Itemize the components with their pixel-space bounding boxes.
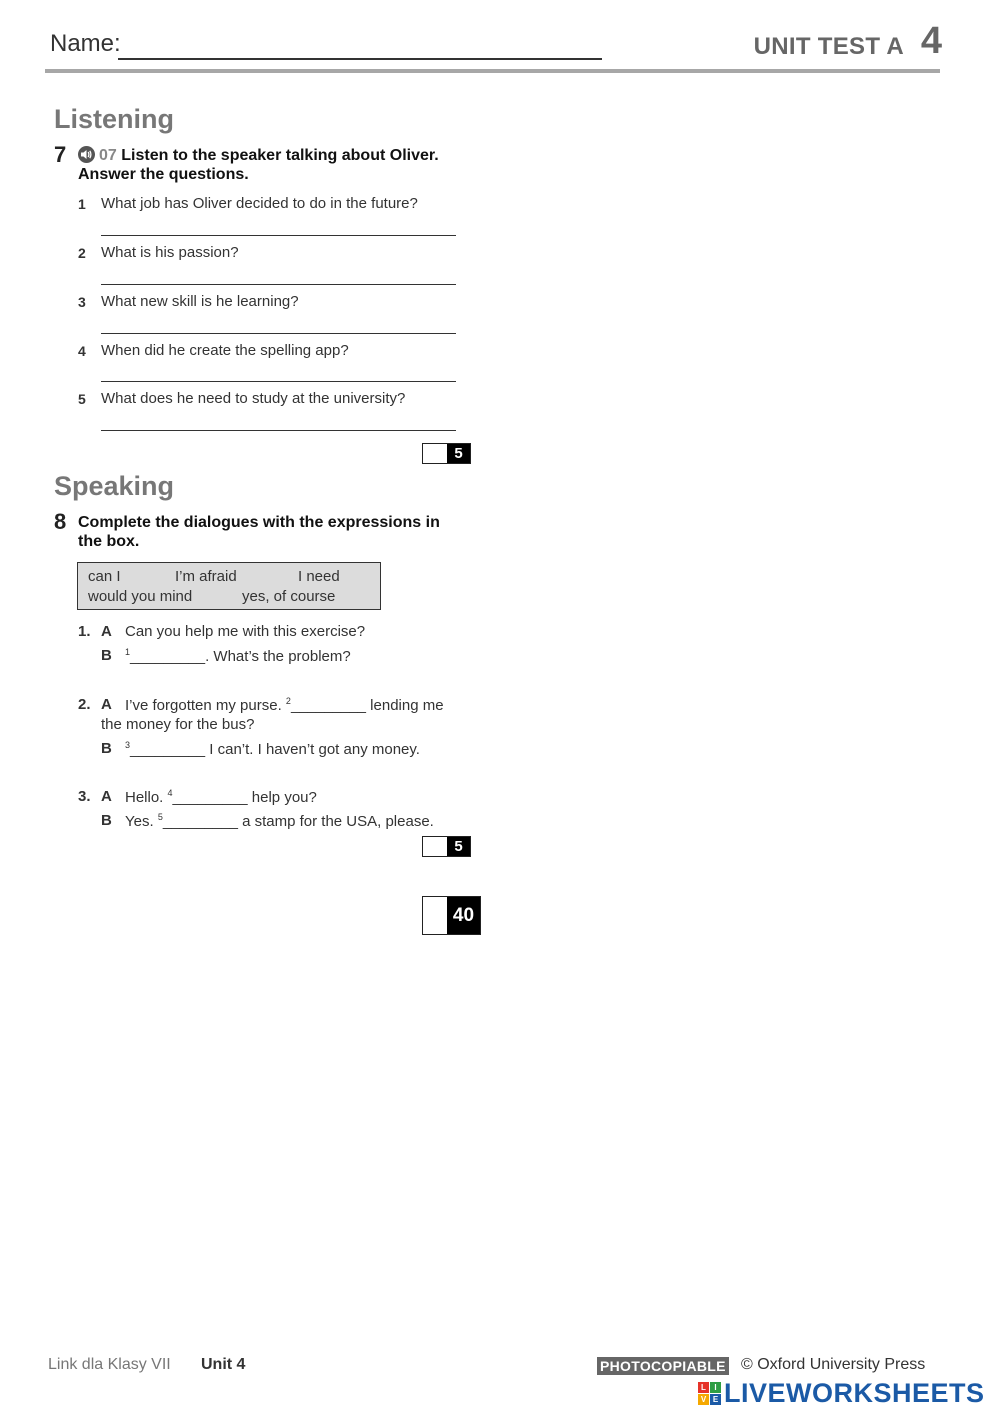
dialogue-2-b-line: [125, 740, 420, 758]
listening-score-input[interactable]: [423, 444, 447, 463]
question-4-number: 4: [78, 343, 86, 359]
question-3-text: What new skill is he learning?: [101, 293, 299, 310]
expression-item: can I: [88, 568, 121, 585]
listening-score-box: [422, 443, 471, 464]
dialogue-2-a-line: [125, 696, 444, 714]
dialogue-3-b-text: Yes.: [125, 813, 154, 830]
gap-number: 1: [125, 647, 131, 657]
speaking-score-box: [422, 836, 471, 857]
logo-letter: I: [710, 1382, 721, 1393]
header-divider: [45, 69, 940, 73]
dialogue-3-b-line: [125, 812, 434, 830]
gap-5-text[interactable]: _________ a stamp for the USA, please.: [162, 813, 434, 830]
gap-number: 3: [125, 740, 131, 750]
footer-unit: Unit 4: [201, 1356, 246, 1373]
question-1-text: What job has Oliver decided to do in the future?: [101, 195, 418, 212]
gap-4-text[interactable]: _________ help you?: [172, 789, 317, 806]
name-label: Name:: [50, 30, 121, 57]
speaker-a: A: [101, 788, 112, 805]
total-score-input[interactable]: [423, 897, 447, 934]
gap-1-text[interactable]: _________. What’s the problem?: [130, 648, 351, 665]
gap-3-text[interactable]: _________ I can’t. I haven’t got any money.: [130, 741, 420, 758]
unit-number: 4: [920, 20, 942, 62]
question-4-answer-line[interactable]: [101, 381, 456, 382]
question-4-text: When did he create the spelling app?: [101, 342, 349, 359]
dialogue-1-a-line: Can you help me with this exercise?: [125, 623, 366, 640]
exercise-7-instruction: [78, 146, 478, 184]
question-2-number: 2: [78, 245, 86, 261]
instruction-line-2: the box.: [78, 533, 140, 550]
question-5-number: 5: [78, 391, 86, 407]
speaking-title: Speaking: [54, 471, 175, 501]
expression-item: would you mind: [88, 588, 193, 605]
question-1-answer-line[interactable]: [101, 235, 456, 236]
expression-item: yes, of course: [242, 588, 336, 605]
track-number: 07: [99, 147, 117, 164]
logo-letter: E: [710, 1394, 721, 1405]
expression-item: I’m afraid: [175, 568, 237, 585]
logo-letter: L: [698, 1382, 709, 1393]
dialogue-1-number: 1.: [78, 623, 91, 640]
dialogue-3-number: 3.: [78, 788, 91, 805]
question-3-number: 3: [78, 294, 86, 310]
question-5-answer-line[interactable]: [101, 430, 456, 431]
gap-number: 5: [157, 812, 163, 822]
speaker-b: B: [101, 647, 112, 664]
instruction-line-2: Answer the questions.: [78, 166, 249, 183]
liveworksheets-logo[interactable]: [698, 1378, 985, 1409]
logo-letter: V: [698, 1394, 709, 1405]
speaking-score-max: 5: [447, 837, 470, 856]
speaker-b: B: [101, 740, 112, 757]
photocopiable-badge: PHOTOCOPIABLE: [597, 1357, 729, 1375]
listening-title: Listening: [54, 104, 174, 134]
instruction-line-1: Listen to the speaker talking about Oliver.: [121, 147, 439, 164]
dialogue-2-number: 2.: [78, 696, 91, 713]
dialogue-2-a-text: I’ve forgotten my purse.: [125, 697, 282, 714]
dialogue-2-a-line-2: the money for the bus?: [101, 716, 255, 733]
total-score-max: 40: [447, 897, 480, 934]
gap-number: 2: [285, 696, 291, 706]
exercise-7-number: 7: [54, 142, 67, 167]
dialogue-3-a-text: Hello.: [125, 789, 164, 806]
instruction-line-1: Complete the dialogues with the expressions in: [78, 514, 440, 531]
name-answer-line[interactable]: [118, 58, 602, 60]
expression-item: I need: [298, 568, 340, 585]
question-2-text: What is his passion?: [101, 244, 239, 261]
speaker-a: A: [101, 623, 112, 640]
exercise-8-instruction: [78, 513, 478, 551]
audio-speaker-icon[interactable]: [78, 146, 95, 163]
speaker-a: A: [101, 696, 112, 713]
speaker-b: B: [101, 812, 112, 829]
dialogue-3-a-line: [125, 788, 317, 806]
speaking-score-input[interactable]: [423, 837, 447, 856]
footer-book-title: Link dla Klasy VII: [48, 1356, 171, 1373]
liveworksheets-icon: [698, 1382, 721, 1405]
gap-2-text[interactable]: _________ lending me: [290, 697, 444, 714]
question-2-answer-line[interactable]: [101, 284, 456, 285]
dialogue-1-b-line: [125, 647, 351, 665]
expression-box: [77, 562, 381, 610]
listening-score-max: 5: [447, 444, 470, 463]
total-score-box: [422, 896, 481, 935]
question-1-number: 1: [78, 196, 86, 212]
question-3-answer-line[interactable]: [101, 333, 456, 334]
question-5-text: What does he need to study at the university?: [101, 390, 406, 407]
unit-test-title: UNIT TEST A: [753, 33, 904, 60]
gap-number: 4: [167, 788, 173, 798]
copyright-text: © Oxford University Press: [741, 1356, 926, 1373]
liveworksheets-wordmark: LIVEWORKSHEETS: [724, 1378, 985, 1408]
exercise-8-number: 8: [54, 509, 67, 534]
